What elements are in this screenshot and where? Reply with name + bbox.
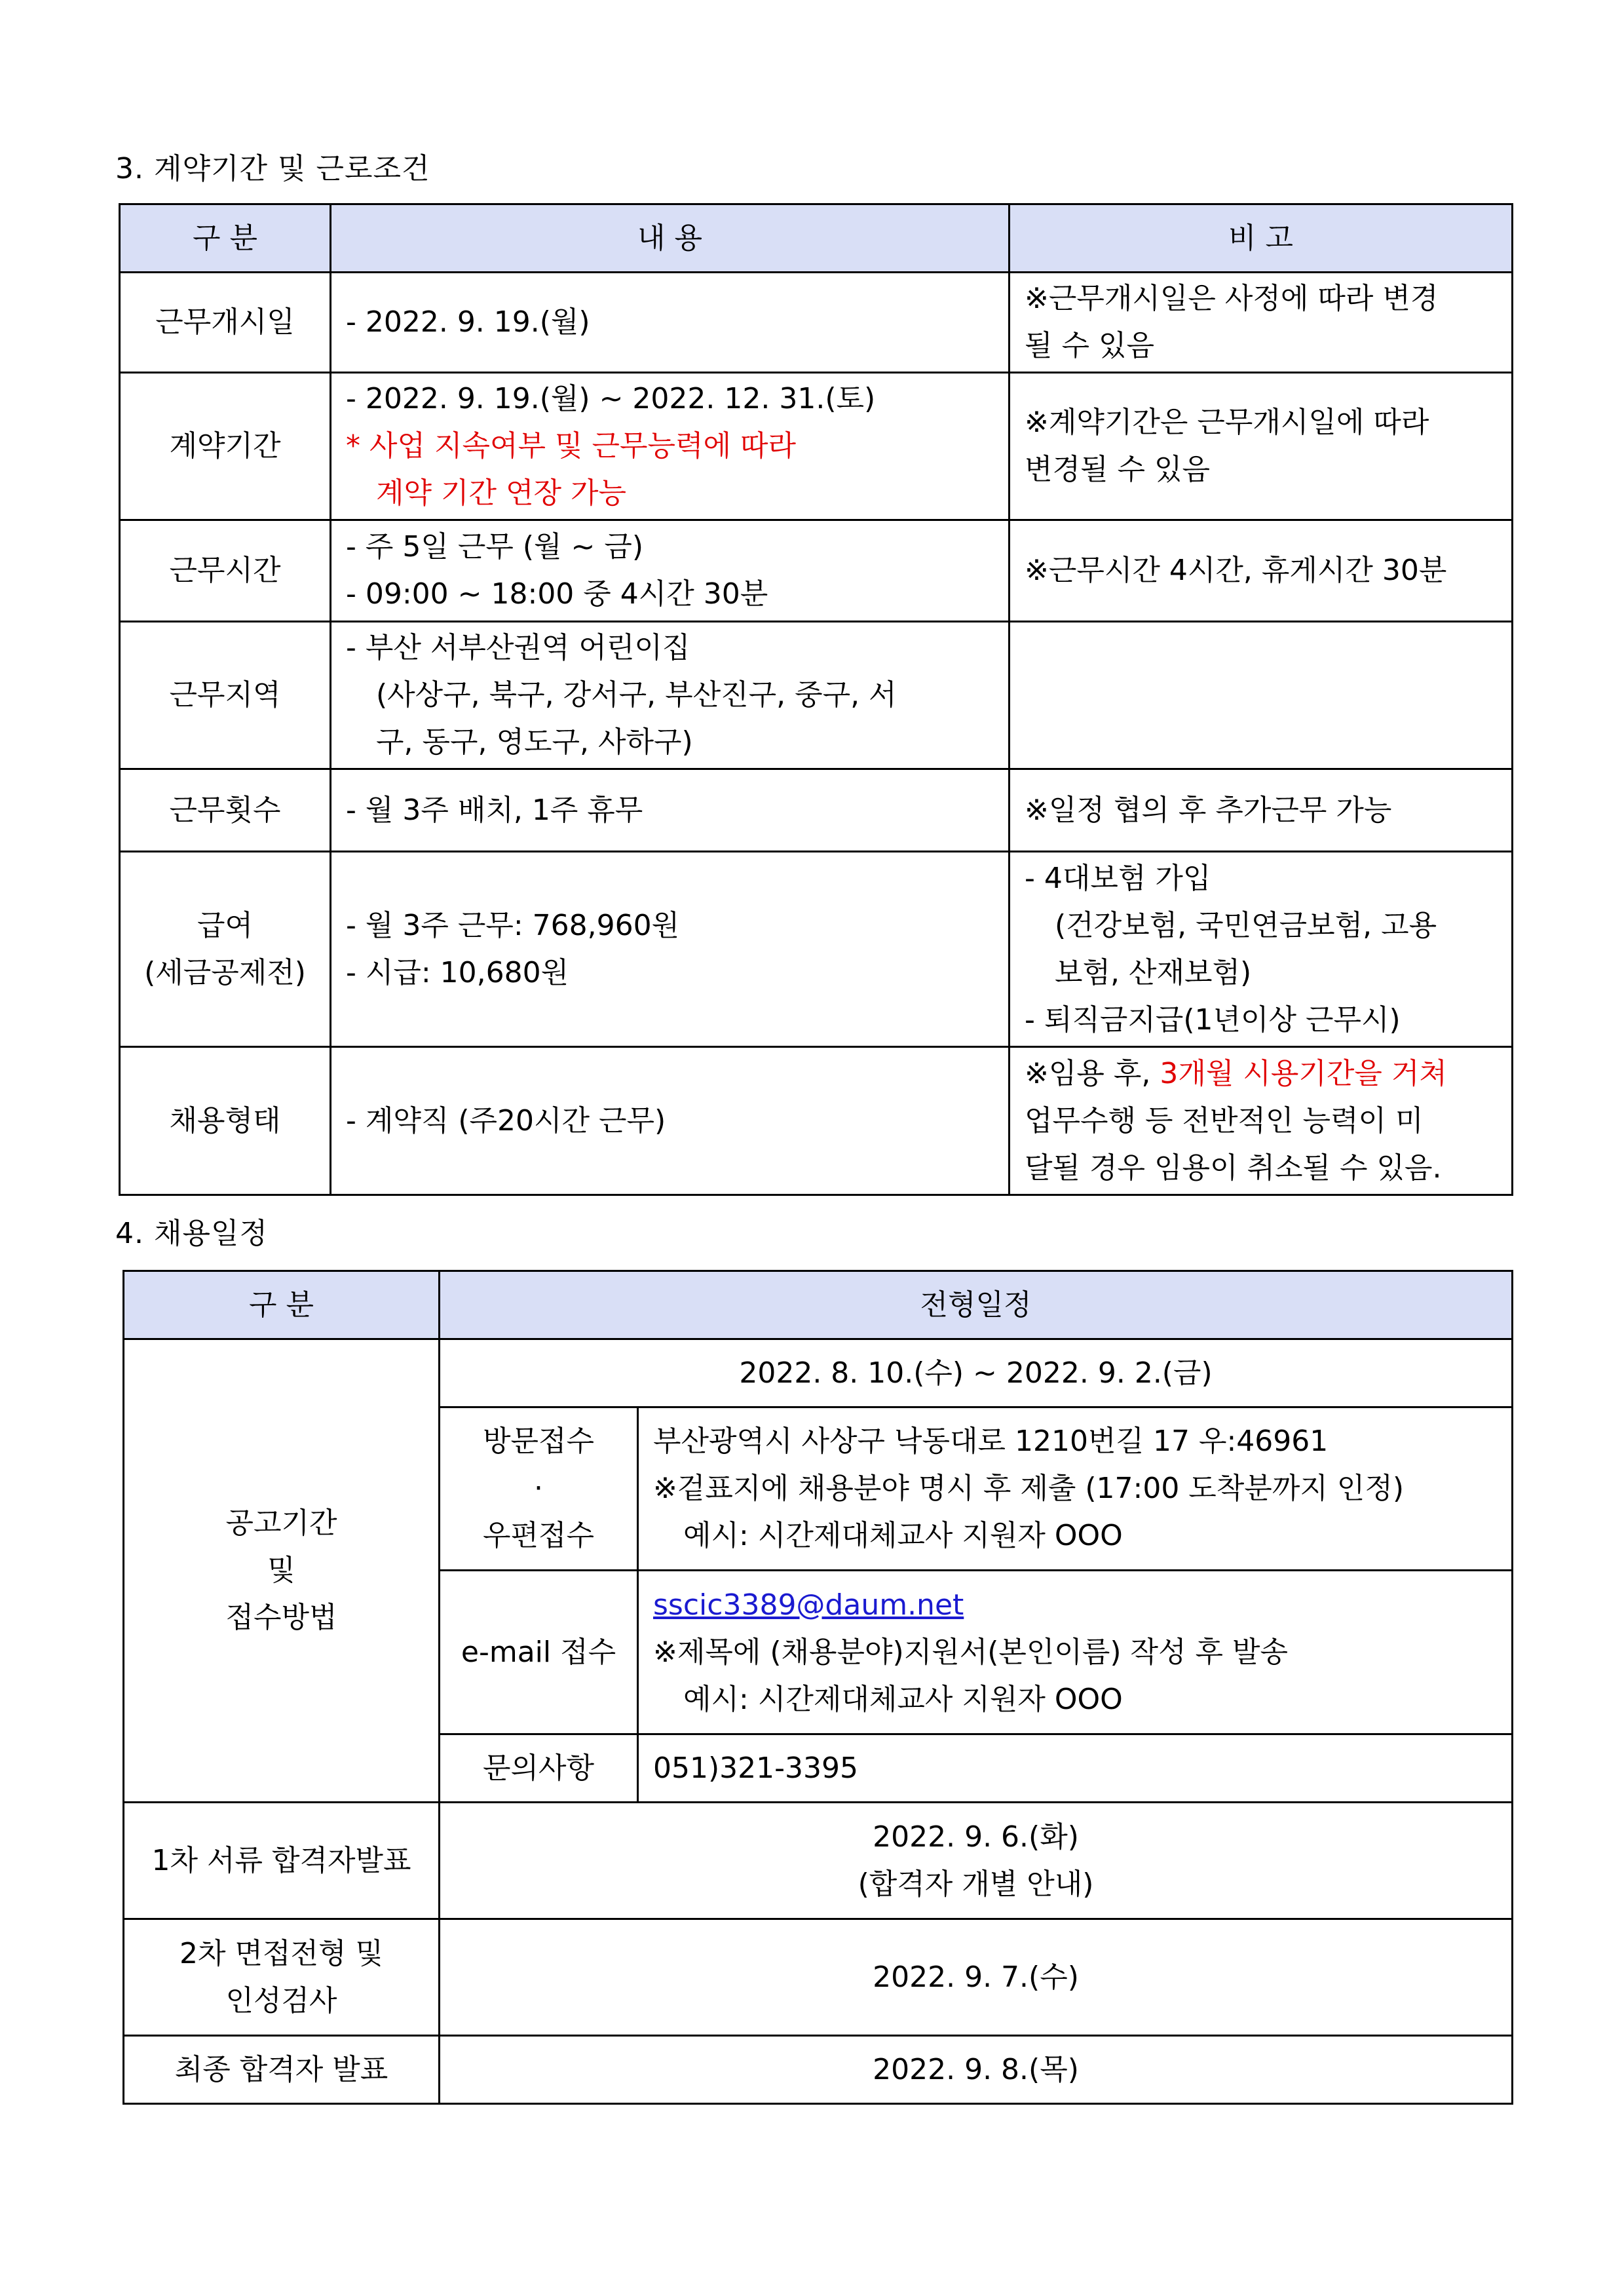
email-label: e-mail 접수 bbox=[440, 1571, 638, 1734]
table-row bbox=[124, 2036, 1513, 2104]
row-label: 근무개시일 bbox=[120, 273, 331, 373]
row-label: 근무횟수 bbox=[120, 769, 331, 852]
row-label: 근무지역 bbox=[120, 622, 331, 769]
table-row bbox=[120, 1047, 1513, 1195]
header-schedule: 전형일정 bbox=[440, 1271, 1513, 1339]
table-row bbox=[124, 1803, 1513, 1919]
table-row bbox=[120, 622, 1513, 769]
header-category: 구 분 bbox=[124, 1271, 440, 1339]
row-content: - 계약직 (주20시간 근무) bbox=[331, 1047, 1010, 1195]
row-note: ※계약기간은 근무개시일에 따라 변경될 수 있음 bbox=[1010, 373, 1513, 520]
row-note: ※근무시간 4시간, 휴게시간 30분 bbox=[1010, 520, 1513, 622]
recruitment-schedule-table bbox=[123, 1270, 1513, 2105]
contract-conditions-table bbox=[119, 203, 1513, 1196]
table-header-row bbox=[124, 1271, 1513, 1339]
row-label: 채용형태 bbox=[120, 1047, 331, 1195]
row-label: 급여 (세금공제전) bbox=[120, 852, 331, 1047]
final-content: 2022. 9. 8.(목) bbox=[440, 2036, 1513, 2104]
header-note: 비 고 bbox=[1010, 204, 1513, 273]
second-stage-content: 2022. 9. 7.(수) bbox=[440, 1919, 1513, 2036]
second-stage-label: 2차 면접전형 및 인성검사 bbox=[124, 1919, 440, 2036]
row-label: 근무시간 bbox=[120, 520, 331, 622]
row-note: ※근무개시일은 사정에 따라 변경 될 수 있음 bbox=[1010, 273, 1513, 373]
final-label: 최종 합격자 발표 bbox=[124, 2036, 440, 2104]
table-row bbox=[120, 273, 1513, 373]
table-row bbox=[120, 373, 1513, 520]
inquiry-phone: 051)321-3395 bbox=[638, 1734, 1513, 1803]
row-label: 계약기간 bbox=[120, 373, 331, 520]
row-content: - 2022. 9. 19.(월) bbox=[331, 273, 1010, 373]
header-category: 구 분 bbox=[120, 204, 331, 273]
visit-mail-label: 방문접수 · 우편접수 bbox=[440, 1407, 638, 1571]
row-content: - 월 3주 배치, 1주 휴무 bbox=[331, 769, 1010, 852]
section-4-title: 4. 채용일정 bbox=[115, 1217, 268, 1250]
announce-label: 공고기간 및 접수방법 bbox=[124, 1339, 440, 1803]
table-row bbox=[124, 1339, 1513, 1407]
section-3-title: 3. 계약기간 및 근로조건 bbox=[115, 152, 430, 185]
email-link[interactable]: sscic3389@daum.net bbox=[653, 1588, 964, 1622]
row-note: ※일정 협의 후 추가근무 가능 bbox=[1010, 769, 1513, 852]
table-row bbox=[124, 1919, 1513, 2036]
row-content: - 주 5일 근무 (월 ~ 금) - 09:00 ~ 18:00 중 4시간 30분 bbox=[331, 520, 1010, 622]
row-content: - 부산 서부산권역 어린이집 (사상구, 북구, 강서구, 부산진구, 중구, 서 구, 동구, 영도구, 사하구) bbox=[331, 622, 1010, 769]
table-row bbox=[120, 520, 1513, 622]
first-stage-label: 1차 서류 합격자발표 bbox=[124, 1803, 440, 1919]
inquiry-label: 문의사항 bbox=[440, 1734, 638, 1803]
table-row bbox=[120, 769, 1513, 852]
row-content: - 월 3주 근무: 768,960원 - 시급: 10,680원 bbox=[331, 852, 1010, 1047]
header-content: 내 용 bbox=[331, 204, 1010, 273]
row-note: - 4대보험 가입 (건강보험, 국민연금보험, 고용 보험, 산재보험) - 퇴직금지급(1년이상 근무시) bbox=[1010, 852, 1513, 1047]
row-content: - 2022. 9. 19.(월) ~ 2022. 12. 31.(토) * 사업 지속여부 및 근무능력에 따라 계약 기간 연장 가능 bbox=[331, 373, 1010, 520]
row-note: ※임용 후, 3개월 시용기간을 거쳐 업무수행 등 전반적인 능력이 미 달될 경우 임용이 취소될 수 있음. bbox=[1010, 1047, 1513, 1195]
email-content: sscic3389@daum.net ※제목에 (채용분야)지원서(본인이름) 작성 후 발송 예시: 시간제대체교사 지원자 OOO bbox=[638, 1571, 1513, 1734]
first-stage-content: 2022. 9. 6.(화) (합격자 개별 안내) bbox=[440, 1803, 1513, 1919]
row-note bbox=[1010, 622, 1513, 769]
visit-mail-content: 부산광역시 사상구 낙동대로 1210번길 17 우:46961 ※겉표지에 채용분야 명시 후 제출 (17:00 도착분까지 인정) 예시: 시간제대체교사 지원자 OOO bbox=[638, 1407, 1513, 1571]
table-header-row bbox=[120, 204, 1513, 273]
announce-period: 2022. 8. 10.(수) ~ 2022. 9. 2.(금) bbox=[440, 1339, 1513, 1407]
table-row bbox=[120, 852, 1513, 1047]
